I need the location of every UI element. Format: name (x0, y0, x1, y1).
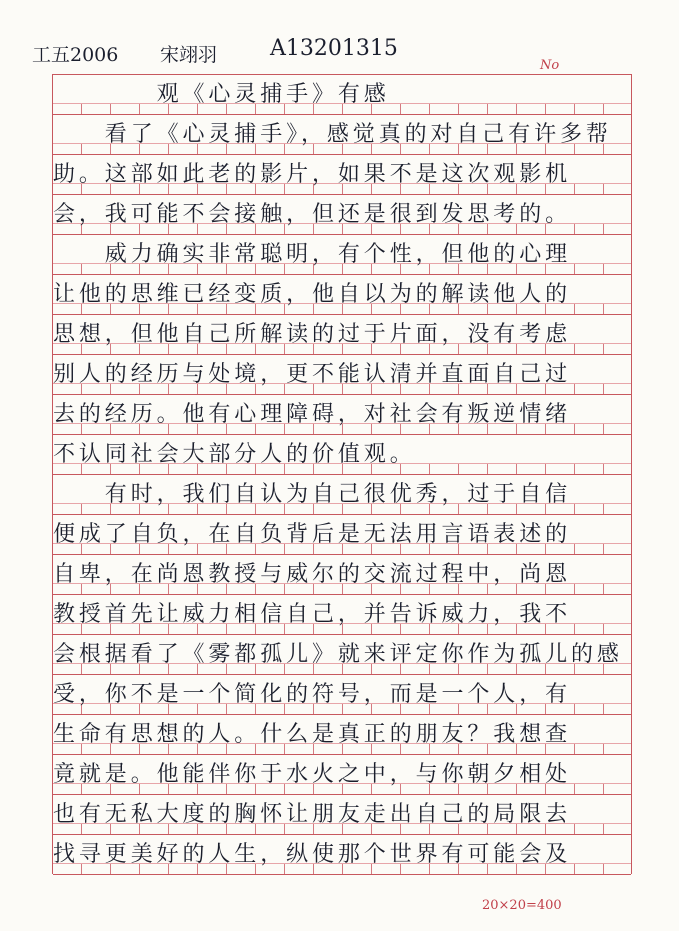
grid-row (53, 555, 631, 595)
grid-row (53, 835, 631, 875)
number-label: No (540, 58, 560, 73)
grid-row (53, 715, 631, 755)
grid-row (53, 675, 631, 715)
essay-line: 竟就是。他能伴你于水火之中，与你朝夕相处 (53, 762, 572, 787)
essay-line: 自卑，在尚恩教授与威尔的交流过程中，尚恩 (53, 562, 572, 587)
essay-line: 会，我可能不会接触，但还是很到发思考的。 (53, 202, 572, 227)
essay-line: 去的经历。他有心理障碍，对社会有叛逆情绪 (53, 402, 572, 427)
grid-row (53, 515, 631, 555)
grid-row (53, 755, 631, 795)
grid-row (53, 75, 631, 115)
essay-line: 不认同社会大部分人的价值观。 (53, 442, 416, 467)
student-id: A13201315 (270, 36, 398, 61)
essay-line: 思想，但他自己所解读的过于片面，没有考虑 (53, 322, 572, 347)
grid-row (53, 195, 631, 235)
essay-line: 受，你不是一个简化的符号，而是一个人，有 (53, 682, 572, 707)
grid-row (53, 635, 631, 675)
grid-row (53, 595, 631, 635)
essay-line: 便成了自负，在自负背后是无法用言语表述的 (53, 522, 572, 547)
essay-line: 让他的思维已经变质，他自以为的解读他人的 (53, 282, 572, 307)
essay-line: 会根据看了《雾都孤儿》就来评定你作为孤儿的感 (53, 642, 623, 667)
essay-line: 威力确实非常聪明，有个性，但他的心理 (53, 242, 572, 267)
grid-row (53, 395, 631, 435)
class-label: 工五2006 (32, 44, 119, 66)
grid-row (53, 475, 631, 515)
grid-row (53, 275, 631, 315)
grid-row (53, 315, 631, 355)
essay-line: 找寻更美好的人生，纵使那个世界有可能会及 (53, 842, 572, 867)
grid-row (53, 795, 631, 835)
essay-line: 看了《心灵捕手》，感觉真的对自己有许多帮 (53, 122, 612, 147)
essay-line: 生命有思想的人。什么是真正的朋友？我想查 (53, 722, 572, 747)
grid-row (53, 435, 631, 475)
student-name: 宋翊羽 (160, 44, 218, 66)
grid-row (53, 235, 631, 275)
grid-row (53, 115, 631, 155)
grid-spec-label: 20×20=400 (482, 898, 562, 913)
essay-line: 别人的经历与处境，更不能认清并直面自己过 (53, 362, 572, 387)
essay-line: 助。这部如此老的影片，如果不是这次观影机 (53, 162, 572, 187)
essay-line: 教授首先让威力相信自己，并告诉威力，我不 (53, 602, 572, 627)
grid-row (53, 355, 631, 395)
essay-title: 观《心灵捕手》有感 (53, 82, 390, 107)
grid-row (53, 155, 631, 195)
essay-line: 也有无私大度的胸怀让朋友走出自己的局限去 (53, 802, 572, 827)
essay-line: 有时，我们自认为自己很优秀，过于自信 (53, 482, 572, 507)
writing-grid (52, 74, 632, 874)
